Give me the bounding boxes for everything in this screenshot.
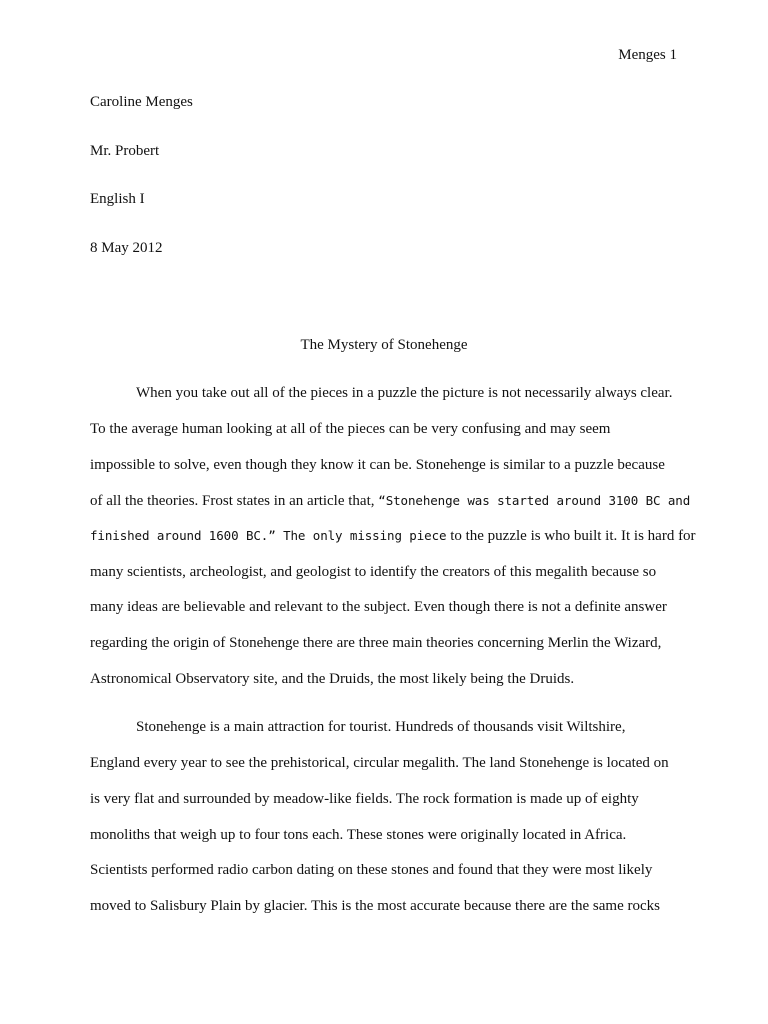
- paragraph-2-line-5: Scientists performed radio carbon dating on these stones and found that they were most likely: [90, 862, 653, 878]
- paragraph-1-line-9: Astronomical Observatory site, and the Druids, the most likely being the Druids.: [90, 671, 575, 687]
- paragraph-1-line-6: many scientists, archeologist, and geologist to identify the creators of this megalith because so: [90, 564, 657, 580]
- author-name: Caroline Menges: [90, 94, 193, 110]
- essay-title: The Mystery of Stonehenge: [300, 337, 468, 353]
- paragraph-2-line-4: monoliths that weigh up to four tons each. These stones were originally located in Africa.: [90, 827, 627, 843]
- paragraph-2-line-6: moved to Salisbury Plain by glacier. This is the most accurate because there are the same rocks: [90, 898, 660, 914]
- paragraph-1-line-7: many ideas are believable and relevant to the subject. Even though there is not a definite answer: [90, 599, 667, 615]
- instructor-name: Mr. Probert: [90, 143, 160, 159]
- paragraph-1-line-8: regarding the origin of Stonehenge there are three main theories concerning Merlin the Wizard,: [90, 635, 662, 651]
- paragraph-2-line-2: England every year to see the prehistorical, circular megalith. The land Stonehenge is located on: [90, 755, 669, 771]
- quoted-text: “Stonehenge was started around 3100 BC and: [378, 493, 691, 508]
- running-head: Menges 1: [618, 47, 677, 63]
- paragraph-1-line-4: [90, 491, 690, 511]
- paragraph-1-line-5: [90, 526, 696, 546]
- paragraph-1-line-5-text: to the puzzle is who built it. It is hard for: [446, 528, 696, 544]
- paragraph-1-line-1: When you take out all of the pieces in a puzzle the picture is not necessarily always clear.: [136, 385, 673, 401]
- paragraph-1-line-3: impossible to solve, even though they know it can be. Stonehenge is similar to a puzzle because: [90, 457, 665, 473]
- paragraph-2-line-3: is very flat and surrounded by meadow-like fields. The rock formation is made up of eighty: [90, 791, 639, 807]
- quoted-text-continued: finished around 1600 BC.” The only missing piece: [90, 528, 447, 543]
- paragraph-2-line-1: Stonehenge is a main attraction for tourist. Hundreds of thousands visit Wiltshire,: [136, 719, 626, 735]
- document-date: 8 May 2012: [90, 240, 163, 256]
- course-name: English I: [90, 191, 145, 207]
- paragraph-1-line-2: To the average human looking at all of the pieces can be very confusing and may seem: [90, 421, 611, 437]
- paragraph-1-line-4-text: of all the theories. Frost states in an article that,: [90, 493, 379, 509]
